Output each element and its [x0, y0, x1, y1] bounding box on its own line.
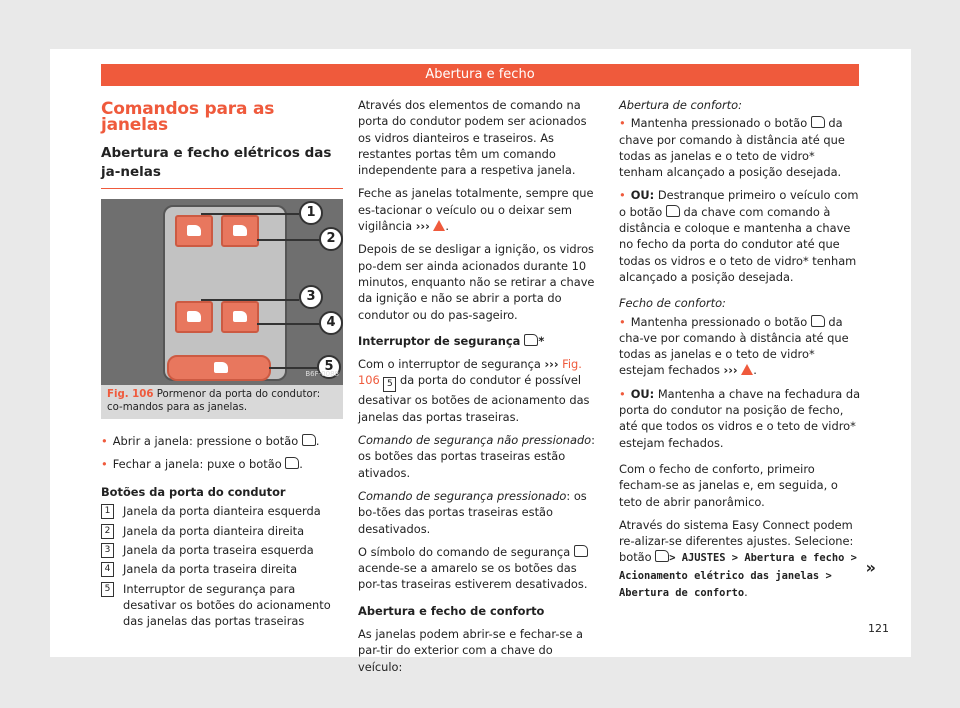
window-icon	[574, 545, 588, 557]
list-item: 1 Janela da porta dianteira esquerda	[101, 503, 343, 519]
window-icon	[233, 311, 247, 322]
paragraph: O símbolo do comando de segurança acende-se a amarelo se os botões das por-tas traseiras estiverem desativados.	[358, 544, 588, 592]
window-icon	[302, 434, 316, 446]
column-right	[619, 97, 861, 608]
unlock-icon	[811, 116, 825, 128]
column-left	[101, 97, 343, 633]
switch-front-right	[221, 215, 259, 247]
list-item: 5 Interruptor de segurança para desativar os botões do acionamento das janelas das portas traseiras	[101, 581, 343, 630]
window-icon	[285, 457, 299, 469]
menu-path: > AJUSTES > Abertura e fecho > Acionamento elétrico das janelas > Abertura de conforto	[619, 552, 857, 600]
unlock-icon	[666, 205, 680, 217]
caption-label: Fig. 106	[107, 388, 154, 400]
list-title: Botões da porta do condutor	[101, 485, 286, 500]
bullet: • Mantenha pressionado o botão da cha-ve por comando à distância até que todas as janelas e o teto de vidro* estejam fechados ››› .	[619, 314, 861, 379]
window-icon	[233, 225, 247, 236]
caption-text: Pormenor da porta do condutor: co-mandos para as janelas.	[107, 388, 321, 413]
paragraph: Depois de se desligar a ignição, os vidros po-dem ser ainda acionados durante 10 minutos, enquanto não se retirar a chave da ignição e não se abrir a porta do condutor ou do pas-sageiro.	[358, 242, 595, 322]
list-item: 4 Janela da porta traseira direita	[101, 561, 343, 577]
continue-mark: »	[865, 558, 876, 577]
paragraph: Feche as janelas totalmente, sempre que es-tacionar o veículo ou o deixar sem vigilância ››› .	[358, 186, 594, 234]
figure-window-controls	[101, 199, 343, 385]
paragraph: Com o fecho de conforto, primeiro fecham-se as janelas e, em seguida, o teto de abrir panorâmico.	[619, 461, 838, 509]
bullet-open: • Abrir a janela: pressione o botão .	[101, 433, 343, 449]
paragraph: Através do sistema Easy Connect podem re-alizar-se diferentes ajustes. Selecione: botão > AJUSTES > Abertura e fecho > Acionamento elétrico das janelas > Abertura de conforto.	[619, 517, 857, 600]
figure-code: B6F-0088	[305, 370, 339, 379]
bullet: • OU: Mantenha a chave na fechadura da porta do condutor na posição de fecho, até que todos os vidros e o teto de vidro* estejam fechados.	[619, 386, 861, 451]
section-subtitle: Abertura e fecho elétricos das ja-nelas	[101, 144, 343, 189]
safety-switch	[167, 355, 271, 381]
car-icon	[655, 550, 669, 562]
paragraph: Através dos elementos de comando na porta do condutor podem ser acionados os vidros dianteiros e traseiros. As restantes portas têm um comando independente para a respetiva janela.	[358, 98, 587, 178]
callout-line	[201, 299, 299, 301]
callout-line	[257, 323, 321, 325]
switch-rear-right	[221, 301, 259, 333]
callout-3: 3	[299, 285, 323, 309]
figure-reference-link[interactable]: Fig. 106	[358, 357, 582, 388]
paragraph: As janelas podem abrir-se e fechar-se a par-tir do exterior com a chave do veículo:	[358, 627, 583, 674]
section-header: Abertura e fecho	[101, 64, 859, 86]
callout-4: 4	[319, 311, 343, 335]
paragraph: Comando de segurança não pressionado: os botões das portas traseiras estão ativados.	[358, 433, 595, 480]
bullet: • Mantenha pressionado o botão da chave por comando à distância até que todas as janelas e o teto de vidro* tenham alcançado a posição desejada.	[619, 115, 861, 180]
heading-comfort-open: Abertura de conforto:	[619, 98, 742, 112]
callout-2: 2	[319, 227, 343, 251]
cross-ref-arrows[interactable]: ›››	[723, 363, 738, 378]
window-icon	[214, 362, 228, 373]
bullet-close: • Fechar a janela: puxe o botão .	[101, 456, 343, 472]
callout-1: 1	[299, 201, 323, 225]
list-item: 2 Janela da porta dianteira direita	[101, 523, 343, 539]
warning-icon	[741, 364, 753, 375]
window-icon	[187, 225, 201, 236]
heading-safety-switch: Interruptor de segurança *	[358, 333, 545, 348]
paragraph: Comando de segurança pressionado: os bo-tões das portas traseiras estão desativados.	[358, 488, 587, 536]
page-title: Comandos para as janelas	[101, 99, 275, 136]
heading-comfort-close: Fecho de conforto:	[619, 296, 726, 311]
figure-caption	[101, 385, 343, 419]
lock-icon	[811, 315, 825, 327]
page-number: 121	[868, 622, 889, 635]
paragraph: Com o interruptor de segurança ››› Fig. 106 5 da porta do condutor é possível desativar os botões de acionamento das janelas das portas traseiras.	[358, 357, 590, 424]
manual-page	[50, 49, 911, 674]
warning-icon	[433, 220, 445, 231]
callout-line	[257, 239, 321, 241]
heading-comfort: Abertura e fecho de conforto	[358, 603, 545, 618]
callout-5: 5	[317, 355, 341, 379]
cross-ref-arrows[interactable]: ›››	[415, 219, 430, 234]
switch-front-left	[175, 215, 213, 247]
column-middle	[358, 97, 598, 682]
window-icon	[524, 334, 538, 346]
window-icon	[187, 311, 201, 322]
switch-rear-left	[175, 301, 213, 333]
callout-line	[201, 213, 299, 215]
list-item: 3 Janela da porta traseira esquerda	[101, 542, 343, 558]
bullet: • OU: Destranque primeiro o veículo com o botão da chave com comando à distância e coloque e mantenha a chave no fecho da porta do condutor até que todas os vidros e o teto de vidro* tenham alcançado a posição desejada.	[619, 187, 861, 285]
